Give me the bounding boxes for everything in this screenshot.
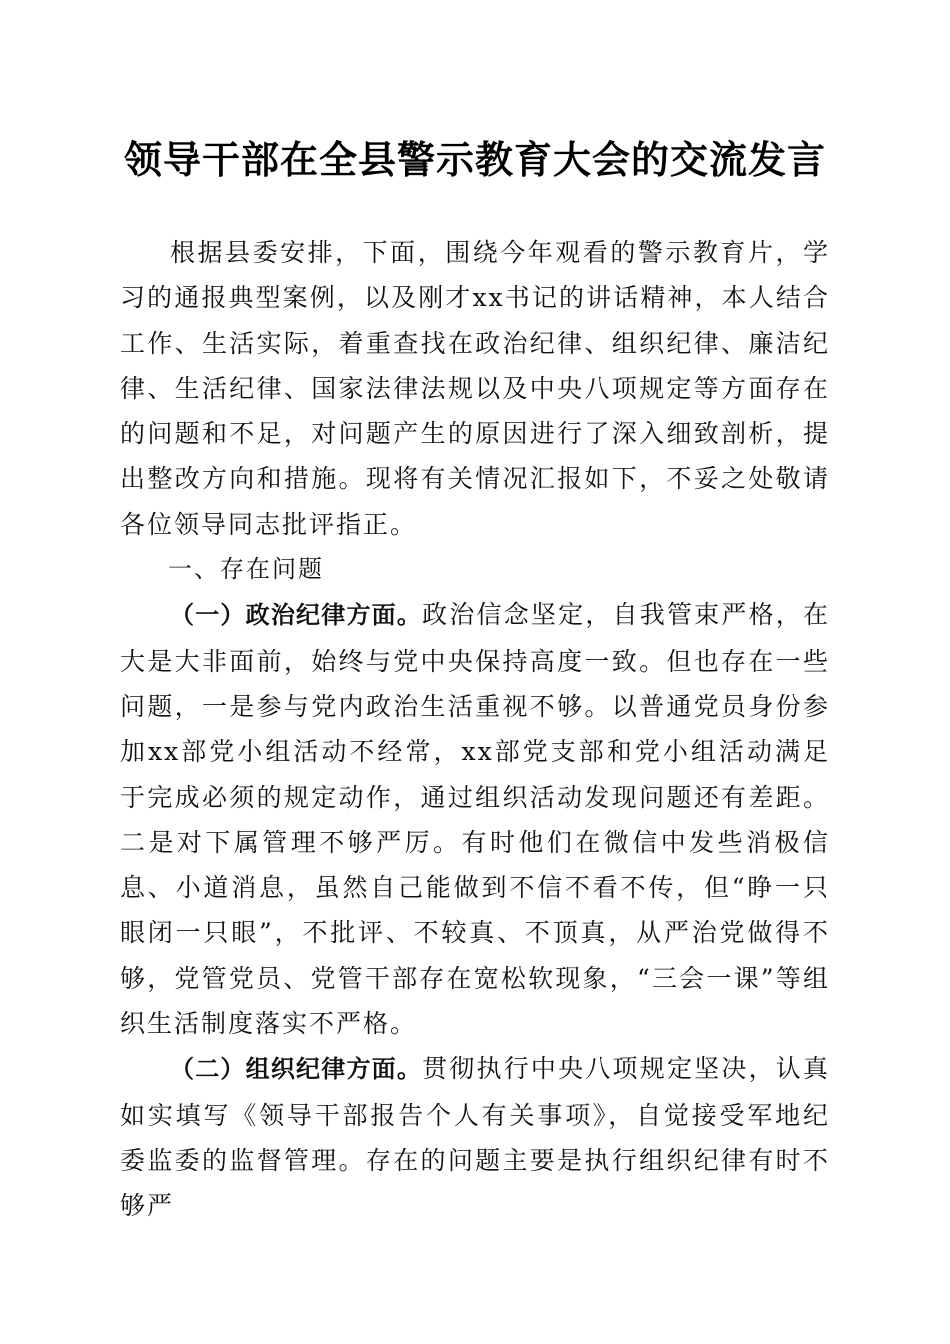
intro-paragraph: 根据县委安排，下面，围绕今年观看的警示教育片，学习的通报典型案例，以及刚才xx书记的讲话精神，本人结合工作、生活实际，着重查找在政治纪律、组织纪律、廉洁纪律、生活纪律、国家法律法规以及中央八项规定等方面存在的问题和不足，对问题产生的原因进行了深入细致剖析，提出整改方向和措施。现将有关情况汇报如下，不妥之处敬请各位领导同志批评指正。: [120, 238, 830, 539]
subsection-organizational-discipline: [120, 1046, 830, 1228]
section-heading-problems: 一、存在问题: [168, 555, 324, 584]
document-body: [120, 230, 830, 1229]
subsection-political-discipline: [120, 592, 830, 1046]
subsection-heading: （二）组织纪律方面。: [170, 1055, 423, 1084]
subsection-text: 政治信念坚定，自我管束严格，在大是大非面前，始终与党中央保持高度一致。但也存在一些问题，一是参与党内政治生活重视不够。以普通党员身份参加xx部党小组活动不经常，xx部党支部和党小组活动满足于完成必须的规定动作，通过组织活动发现问题还有差距。二是对下属管理不够严厉。有时他们在微信中发些消极信息、小道消息，虽然自己能做到不信不看不传，但“睁一只眼闭一只眼”，不批评、不较真、不顶真，从严治党做得不够，党管党员、党管干部存在宽松软现象，“三会一课”等组织生活制度落实不严格。: [120, 600, 830, 1039]
document-title: 领导干部在全县警示教育大会的交流发言: [123, 137, 826, 182]
subsection-text: 贯彻执行中央八项规定坚决，认真如实填写《领导干部报告个人有关事项》，自觉接受军地纪委监委的监督管理。存在的问题主要是执行组织纪律有时不够严: [120, 1054, 830, 1221]
subsection-heading: （一）政治纪律方面。: [170, 601, 423, 630]
